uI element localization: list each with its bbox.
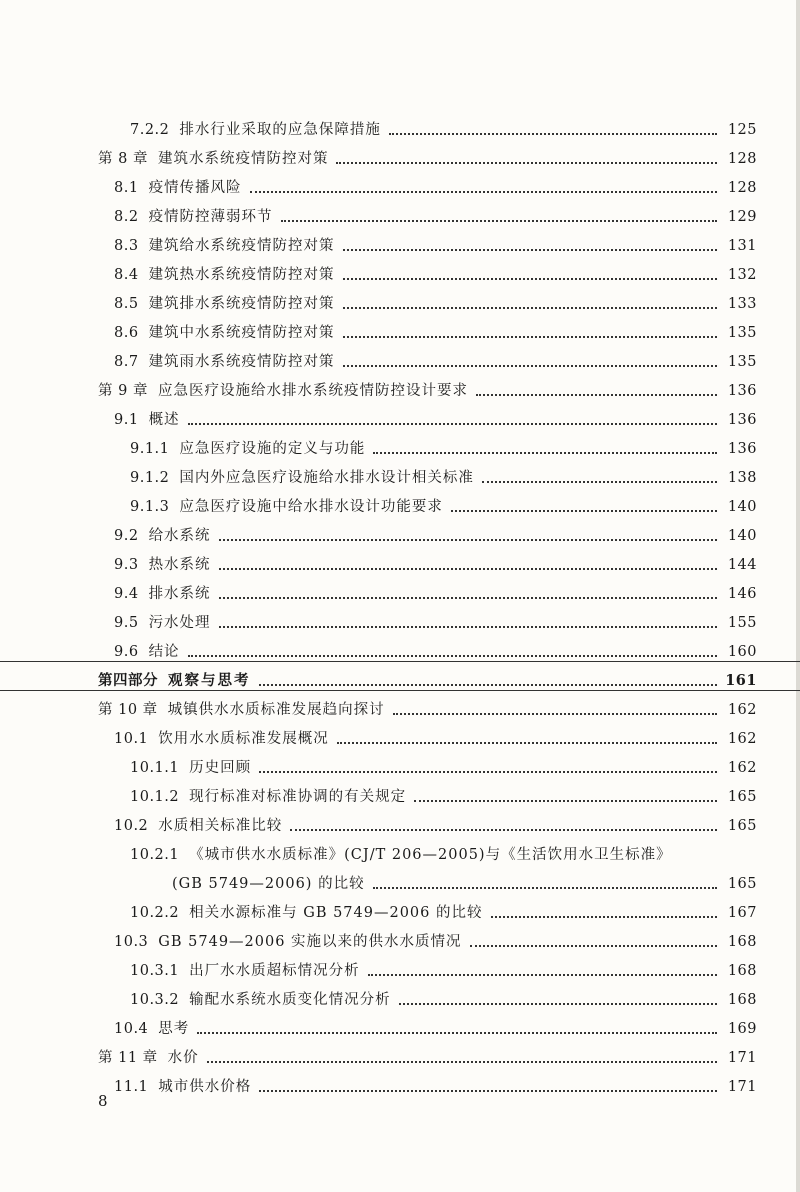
toc-entry-page: 168 [727,992,757,1008]
toc-entry-number: 11.1 [114,1079,149,1095]
toc-entry-title: 建筑排水系统疫情防控对策 [148,296,335,312]
toc-entry-page: 135 [727,325,757,341]
toc-entry-title: 应急医疗设施给水排水系统疫情防控设计要求 [157,383,468,399]
toc-entry-page: 140 [727,528,757,544]
toc-entry-title: 建筑给水系统疫情防控对策 [148,238,335,254]
toc-entry-label [114,266,335,284]
toc-entry-number: 10.4 [114,1021,149,1037]
toc-entry-label [130,788,406,806]
toc-entry-number: 9.3 [114,557,139,573]
toc-entry-label [114,585,211,603]
toc-entry-title: 现行标准对标准协调的有关规定 [189,789,407,805]
toc-leader-dots [219,539,717,541]
toc-entry-label [114,556,211,574]
toc-entry-label [114,179,242,197]
toc-entry-label [114,353,335,371]
toc-entry-title: 污水处理 [148,615,211,631]
toc-entry-number: 8.6 [114,325,139,341]
toc-entry-sec[interactable] [0,806,800,835]
toc-entry-label [114,324,335,342]
toc-entry-chapter[interactable] [0,139,800,168]
toc-entry-title: GB 5749—2006 实施以来的供水水质情况 [158,934,462,950]
toc-entry-sec[interactable] [0,574,800,603]
toc-entry-title: 城市供水价格 [158,1079,252,1095]
toc-entry-page: 140 [727,499,757,515]
toc-entry-page: 136 [727,383,757,399]
toc-entry-sec[interactable] [0,284,800,313]
toc-leader-dots [219,626,717,628]
toc-entry-label [114,411,180,429]
toc-entry-title: 出厂水水质超标情况分析 [189,963,360,979]
page-number: 8 [98,1092,108,1110]
toc-entry-page: 132 [727,267,757,283]
toc-leader-dots [368,974,717,976]
toc-leader-dots [373,887,717,889]
toc-entry-sub[interactable] [0,777,800,806]
toc-entry-number: 10.2.1 [130,847,180,863]
toc-entry-page: 171 [727,1050,757,1066]
toc-leader-dots [219,568,717,570]
toc-entry-chapter[interactable] [0,1038,800,1067]
toc-entry-number: 10.1.1 [130,760,180,776]
toc-entry-number: 7.2.2 [130,122,170,138]
toc-leader-dots [343,336,717,338]
toc-entry-cont[interactable] [0,864,800,893]
toc-leader-dots [336,162,717,164]
toc-entry-title: 概述 [148,412,180,428]
toc-entry-label [130,759,251,777]
toc-entry-chapter[interactable] [0,371,800,400]
toc-entry-number: 8.3 [114,238,139,254]
toc-entry-sub[interactable] [0,458,800,487]
toc-leader-dots [290,829,717,831]
toc-entry-title: 水质相关标准比较 [158,818,283,834]
toc-entry-title: 饮用水水质标准发展概况 [158,731,329,747]
toc-entry-sec[interactable] [0,197,800,226]
toc-entry-number: 10.2 [114,818,149,834]
toc-entry-sec[interactable] [0,226,800,255]
toc-entry-label [114,933,462,951]
toc-entry-number: 9.1 [114,412,139,428]
toc-entry-number: 8.1 [114,180,139,196]
toc-entry-title: 结论 [148,644,180,660]
toc-entry-number: 9.5 [114,615,139,631]
toc-entry-page: 165 [727,789,757,805]
toc-entry-page: 135 [727,354,757,370]
toc-entry-title: 建筑热水系统疫情防控对策 [148,267,335,283]
toc-leader-dots [470,945,717,947]
toc-entry-page: 169 [727,1021,757,1037]
table-of-contents [0,110,800,1096]
toc-leader-dots [343,365,717,367]
toc-entry-sub[interactable] [0,951,800,980]
toc-entry-title: 历史回顾 [189,760,252,776]
toc-entry-sub[interactable] [0,893,800,922]
toc-entry-sub[interactable] [0,110,800,139]
toc-entry-sub[interactable] [0,835,800,864]
toc-entry-page: 162 [727,731,757,747]
toc-leader-dots [259,684,718,686]
toc-entry-page: 165 [727,818,757,834]
toc-entry-label [98,382,468,400]
toc-entry-label [130,469,474,487]
toc-leader-dots [259,771,717,773]
toc-leader-dots [343,307,717,309]
toc-leader-dots [188,423,717,425]
toc-entry-page: 161 [725,672,757,689]
toc-entry-label [98,701,385,719]
toc-leader-dots [414,800,717,802]
toc-leader-dots [343,249,717,251]
toc-entry-sec[interactable] [0,516,800,545]
toc-leader-dots [389,133,717,135]
toc-entry-label [114,817,282,835]
toc-entry-title: 排水行业采取的应急保障措施 [179,122,381,138]
toc-entry-page: 136 [727,441,757,457]
toc-entry-chapter[interactable] [0,690,800,719]
toc-leader-dots [188,655,717,657]
toc-entry-sec[interactable] [0,603,800,632]
toc-entry-sec[interactable] [0,922,800,951]
toc-entry-sub[interactable] [0,748,800,777]
toc-entry-title: 建筑中水系统疫情防控对策 [148,325,335,341]
toc-entry-number: 第四部分 [98,672,158,689]
toc-entry-title: 城镇供水水质标准发展趋向探讨 [167,702,385,718]
toc-entry-page: 168 [727,963,757,979]
toc-entry-sec[interactable] [0,400,800,429]
toc-entry-sec[interactable] [0,255,800,284]
toc-entry-page: 155 [727,615,757,631]
toc-entry-number: 9.1.1 [130,441,170,457]
toc-entry-number: 8.5 [114,296,139,312]
toc-entry-title: 输配水系统水质变化情况分析 [189,992,391,1008]
toc-entry-page: 165 [727,876,757,892]
toc-entry-number: 8.4 [114,267,139,283]
toc-entry-label [114,527,211,545]
toc-entry-page: 168 [727,934,757,950]
toc-entry-number: 10.3.2 [130,992,180,1008]
toc-leader-dots [207,1061,717,1063]
toc-entry-page: 162 [727,702,757,718]
toc-leader-dots [219,597,717,599]
toc-entry-number: 第 8 章 [98,151,148,167]
toc-entry-title: 国内外应急医疗设施给水排水设计相关标准 [179,470,474,486]
toc-entry-label [114,643,180,661]
toc-entry-title: 疫情传播风险 [148,180,242,196]
toc-entry-sec[interactable] [0,1067,800,1096]
toc-entry-label [98,1049,199,1067]
toc-leader-dots [337,742,717,744]
toc-entry-number: 10.1.2 [130,789,180,805]
toc-entry-label [114,1020,189,1038]
toc-entry-label [130,498,443,516]
toc-entry-label [114,237,335,255]
toc-entry-title: 建筑雨水系统疫情防控对策 [148,354,335,370]
toc-leader-dots [393,713,717,715]
toc-entry-sec[interactable] [0,545,800,574]
toc-entry-title: 观察与思考 [168,672,251,689]
toc-entry-number: 9.1.3 [130,499,170,515]
toc-entry-page: 128 [727,180,757,196]
toc-entry-sec[interactable] [0,1009,800,1038]
toc-entry-sec[interactable] [0,632,800,661]
toc-entry-part[interactable] [0,661,800,690]
toc-entry-page: 160 [727,644,757,660]
toc-entry-label [114,208,273,226]
toc-leader-dots [259,1090,717,1092]
toc-leader-dots [399,1003,717,1005]
toc-entry-page: 129 [727,209,757,225]
toc-entry-number: 10.2.2 [130,905,180,921]
toc-leader-dots [373,452,717,454]
toc-entry-page: 144 [727,557,757,573]
toc-entry-title: 疫情防控薄弱环节 [148,209,273,225]
toc-leader-dots [451,510,717,512]
toc-entry-label [172,875,365,893]
toc-entry-page: 171 [727,1079,757,1095]
toc-entry-number: 第 11 章 [98,1050,158,1066]
toc-entry-label [114,730,329,748]
toc-entry-label [114,1078,251,1096]
toc-entry-sec[interactable] [0,342,800,371]
toc-entry-title: 应急医疗设施的定义与功能 [179,441,366,457]
toc-entry-page: 162 [727,760,757,776]
toc-entry-number: 第 9 章 [98,383,148,399]
toc-leader-dots [491,916,718,918]
toc-entry-label [130,846,672,864]
toc-entry-title: 热水系统 [148,557,211,573]
toc-entry-page: 131 [727,238,757,254]
toc-leader-dots [197,1032,717,1034]
toc-leader-dots [343,278,717,280]
toc-entry-number: 10.3.1 [130,963,180,979]
toc-leader-dots [250,191,717,193]
toc-entry-sec[interactable] [0,313,800,342]
toc-entry-label [114,614,211,632]
toc-entry-title: 相关水源标准与 GB 5749—2006 的比较 [189,905,483,921]
toc-leader-dots [281,220,717,222]
toc-leader-dots [476,394,717,396]
toc-entry-number: 9.2 [114,528,139,544]
toc-entry-label [130,440,365,458]
toc-entry-label [130,991,391,1009]
toc-entry-page: 128 [727,151,757,167]
toc-leader-dots [482,481,717,483]
toc-entry-title: 排水系统 [148,586,211,602]
toc-entry-label [114,295,335,313]
toc-entry-label [130,121,381,139]
toc-entry-title: 《城市供水水质标准》(CJ/T 206—2005)与《生活饮用水卫生标准》 [189,847,672,863]
toc-entry-sec[interactable] [0,719,800,748]
toc-entry-number: 第 10 章 [98,702,158,718]
toc-entry-label [130,962,360,980]
toc-entry-title: 应急医疗设施中给水排水设计功能要求 [179,499,443,515]
toc-entry-title: (GB 5749—2006) 的比较 [172,876,365,892]
toc-entry-number: 9.4 [114,586,139,602]
toc-entry-page: 138 [727,470,757,486]
toc-entry-number: 9.1.2 [130,470,170,486]
toc-entry-title: 建筑水系统疫情防控对策 [157,151,329,167]
toc-entry-sub[interactable] [0,487,800,516]
toc-entry-number: 10.1 [114,731,149,747]
toc-entry-sec[interactable] [0,168,800,197]
toc-entry-number: 8.7 [114,354,139,370]
toc-entry-title: 水价 [167,1050,199,1066]
toc-entry-sub[interactable] [0,980,800,1009]
toc-entry-label [98,672,251,690]
toc-entry-page: 125 [727,122,757,138]
toc-entry-sub[interactable] [0,429,800,458]
toc-entry-title: 思考 [158,1021,190,1037]
toc-entry-page: 167 [727,905,757,921]
toc-entry-number: 10.3 [114,934,149,950]
toc-entry-page: 136 [727,412,757,428]
toc-entry-number: 9.6 [114,644,139,660]
toc-entry-label [98,150,328,168]
toc-entry-label [130,904,483,922]
toc-entry-number: 8.2 [114,209,139,225]
toc-entry-title: 给水系统 [148,528,211,544]
toc-entry-page: 133 [727,296,757,312]
toc-entry-page: 146 [727,586,757,602]
